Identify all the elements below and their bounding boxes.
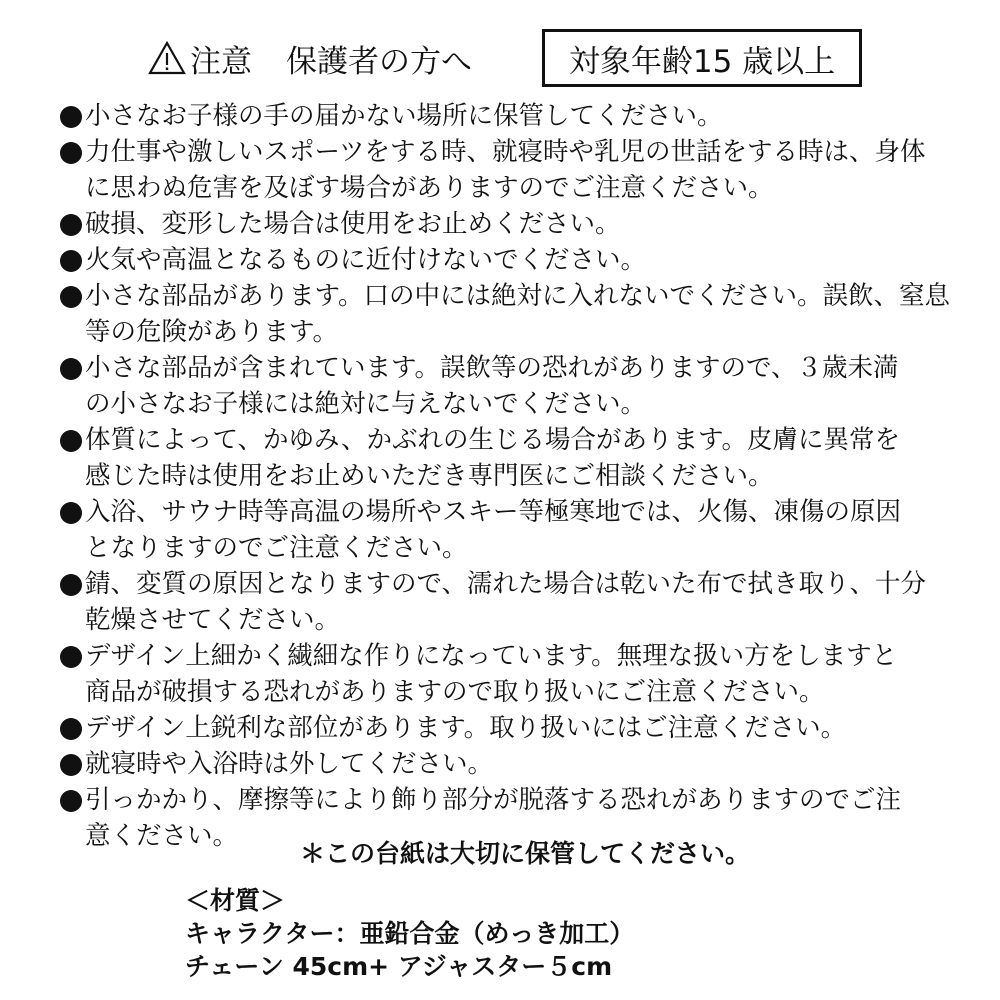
bullet-icon <box>60 106 82 128</box>
caution-header <box>148 29 472 87</box>
warning-list <box>58 98 968 854</box>
bullet-icon <box>60 250 82 272</box>
warning-item: 体質によって、かゆみ、かぶれの生じる場合があります。皮膚に異常を 感じた時は使用をお止めいただき専門医にご相談ください。 <box>58 422 968 494</box>
warning-item: 錆、変質の原因となりますので、濡れた場合は乾いた布で拭き取り、十分 乾燥させてください。 <box>58 566 968 638</box>
warning-item: 入浴、サウナ時等高温の場所やスキー等極寒地では、火傷、凍傷の原因 となりますのでご注意ください。 <box>58 494 968 566</box>
materials-chain: チェーン 45cm+ アジャスター５cm <box>185 952 613 981</box>
warning-item: 就寝時や入浴時は外してください。 <box>58 746 968 782</box>
caution-label: 注意 <box>190 43 252 80</box>
keep-card-note: ＊この台紙は大切に保管してください。 <box>300 839 751 868</box>
bullet-icon <box>60 502 82 524</box>
warning-item: デザイン上細かく繊細な作りになっています。無理な扱い方をしますと 商品が破損する恐れがありますので取り扱いにご注意ください。 <box>58 638 968 710</box>
warning-triangle-icon <box>148 41 186 75</box>
bullet-icon <box>60 718 82 740</box>
materials-character: キャラクター：亜鉛合金（めっき加工） <box>185 919 635 948</box>
warning-item: 小さな部品が含まれています。誤飲等の恐れがありますので、３歳未満 の小さなお子様には絶対に与えないでください。 <box>58 350 968 422</box>
bullet-icon <box>60 790 82 812</box>
materials-heading: ＜材質＞ <box>185 886 286 915</box>
warning-item: 力仕事や激しいスポーツをする時、就寝時や乳児の世話をする時は、身体 に思わぬ危害を及ぼす場合がありますのでご注意ください。 <box>58 134 968 206</box>
target-age-box <box>542 29 862 87</box>
bullet-icon <box>60 142 82 164</box>
bullet-icon <box>60 430 82 452</box>
materials-block <box>185 884 634 983</box>
bullet-icon <box>60 286 82 308</box>
bullet-icon <box>60 574 82 596</box>
warning-item: 小さなお子様の手の届かない場所に保管してください。 <box>58 98 968 134</box>
warning-item: 破損、変形した場合は使用をお止めください。 <box>58 206 968 242</box>
warning-item: デザイン上鋭利な部位があります。取り扱いにはご注意ください。 <box>58 710 968 746</box>
bullet-icon <box>60 646 82 668</box>
bullet-icon <box>60 214 82 236</box>
guardians-label: 保護者の方へ <box>286 43 472 80</box>
bullet-icon <box>60 358 82 380</box>
warning-item: 引っかかり、摩擦等により飾り部分が脱落する恐れがありますのでご注 意ください。 <box>58 782 968 854</box>
bullet-icon <box>60 754 82 776</box>
target-age-label: 対象年齢15 歳以上 <box>568 43 836 80</box>
warning-item: 小さな部品があります。口の中には絶対に入れないでください。誤飲、窒息 等の危険があります。 <box>58 278 968 350</box>
warning-item: 火気や高温となるものに近付けないでください。 <box>58 242 968 278</box>
